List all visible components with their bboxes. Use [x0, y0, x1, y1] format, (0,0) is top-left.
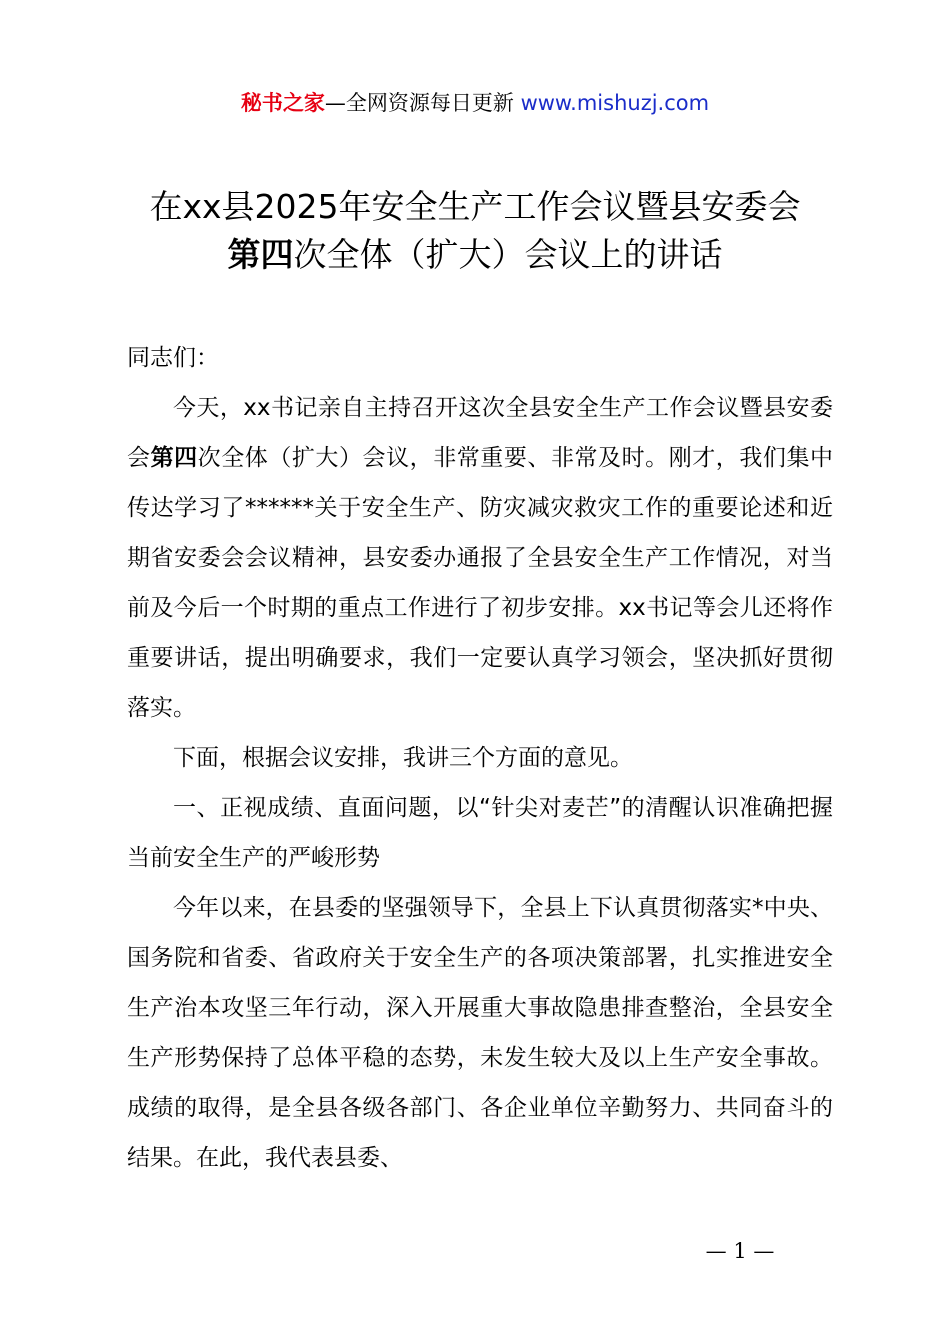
site-header	[0, 88, 950, 118]
paragraph-1	[127, 383, 833, 733]
document-body	[127, 333, 833, 1183]
section-1-heading: 一、正视成绩、直面问题，以“针尖对麦芒”的清醒认识准确把握当前安全生产的严峻形势	[127, 795, 833, 871]
site-url-link[interactable]: www.mishuzj.com	[520, 91, 710, 115]
salutation: 同志们：	[127, 345, 219, 371]
page-number: — 1 —	[705, 1239, 775, 1263]
document-title	[0, 183, 950, 279]
title-line-2-bold: 第四	[227, 235, 294, 274]
site-tagline: —全网资源每日更新	[324, 91, 521, 115]
site-name: 秘书之家	[240, 91, 325, 115]
paragraph-1-text-b: 次全体（扩大）会议，非常重要、非常及时。刚才，我们集中传达学习了******关于安全生产、防灾减灾救灾工作的重要论述和近期省安委会会议精神，县安委办通报了全县安全生产工作情况，对当前及今后一个时期的重点工作进行了初步安排。xx书记等会儿还将作重要讲话，提出明确要求，我们一定要认真学习领会，坚决抓好贯彻落实。	[127, 445, 834, 721]
title-line-2-rest: 次全体（扩大）会议上的讲话	[293, 235, 723, 274]
title-line-1: 在xx县2025年安全生产工作会议暨县安委会	[149, 187, 801, 226]
paragraph-1-bold: 第四	[150, 445, 198, 471]
paragraph-1-text-a: 今天，xx书记亲自主持召开这次全县安全生产工作会议暨县安委会	[127, 395, 833, 471]
paragraph-2: 下面，根据会议安排，我讲三个方面的意见。	[173, 745, 633, 771]
paragraph-3: 今年以来，在县委的坚强领导下，全县上下认真贯彻落实*中央、国务院和省委、省政府关于安全生产的各项决策部署，扎实推进安全生产治本攻坚三年行动，深入开展重大事故隐患排查整治，全县安全生产形势保持了总体平稳的态势，未发生较大及以上生产安全事故。成绩的取得，是全县各级各部门、各企业单位辛勤努力、共同奋斗的结果。在此，我代表县委、	[127, 895, 833, 1171]
